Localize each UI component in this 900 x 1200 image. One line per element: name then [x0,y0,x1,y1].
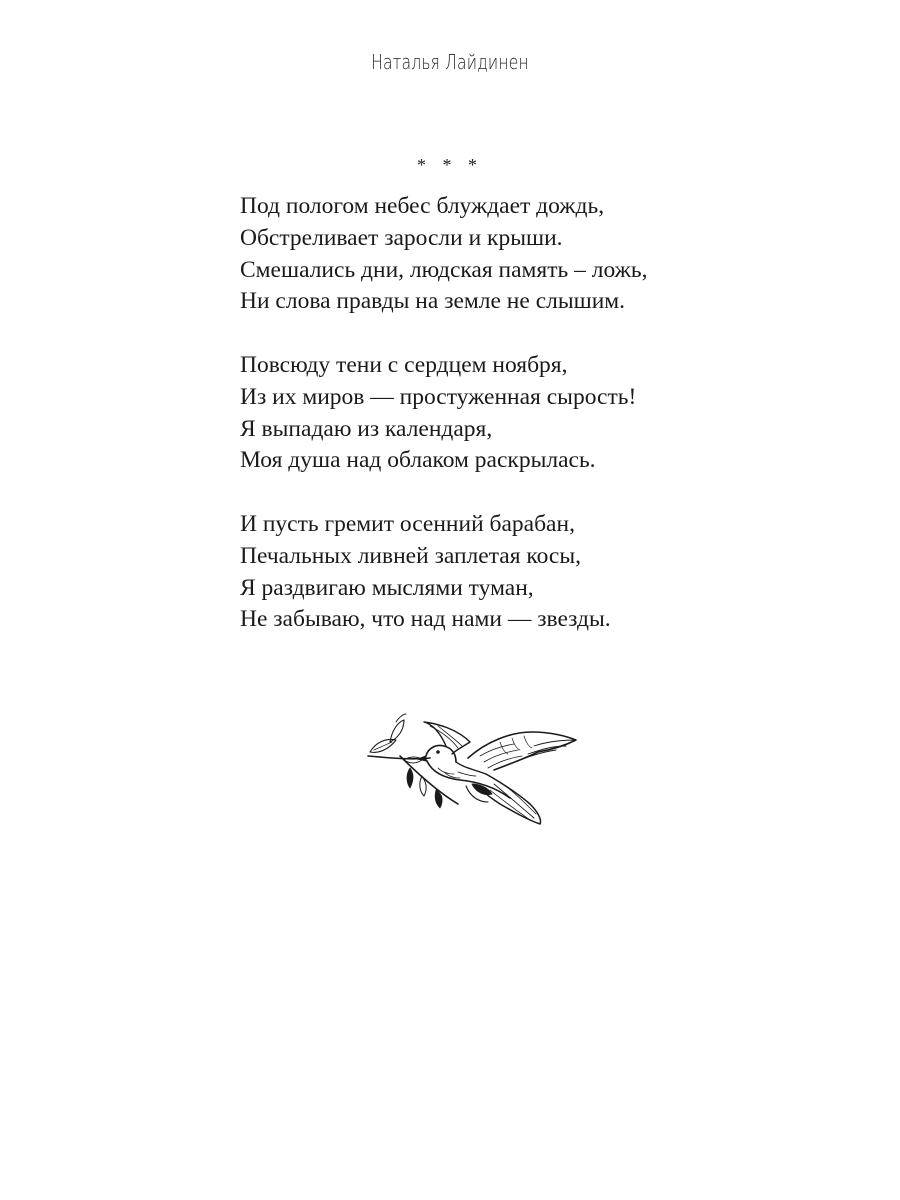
poem-line: Повсюду тени с сердцем ноября, [240,351,568,378]
poem-line: Обстреливает заросли и крыши. [240,224,563,251]
poem-line: Не забываю, что над нами — звезды. [240,606,611,633]
poem-line: Я раздвигаю мыслями туман, [240,574,534,601]
poem-line: Ни слова правды на земле не слышим. [240,288,626,315]
section-ornament: * * * [417,155,483,175]
poem-line: Под пологом небес блуждает дождь, [240,193,605,219]
stanza-1 [240,191,860,318]
stanza-2 [240,350,860,477]
poem-line: Смешались дни, людская память – ложь, [240,256,648,283]
poem-line: Я выпадаю из календаря, [240,415,493,442]
poem [240,191,860,668]
running-head-author: Наталья Лайдинен [371,50,529,74]
poem-line: Из их миров — простуженная сырость! [240,383,637,410]
stanza-3 [240,509,860,636]
poem-line: Моя душа над облаком раскрылась. [240,447,596,474]
poem-line: Печальных ливней заплетая косы, [240,542,582,569]
poem-line: И пусть гремит осенний барабан, [240,510,575,537]
dove-with-olive-branch-icon [360,712,582,828]
